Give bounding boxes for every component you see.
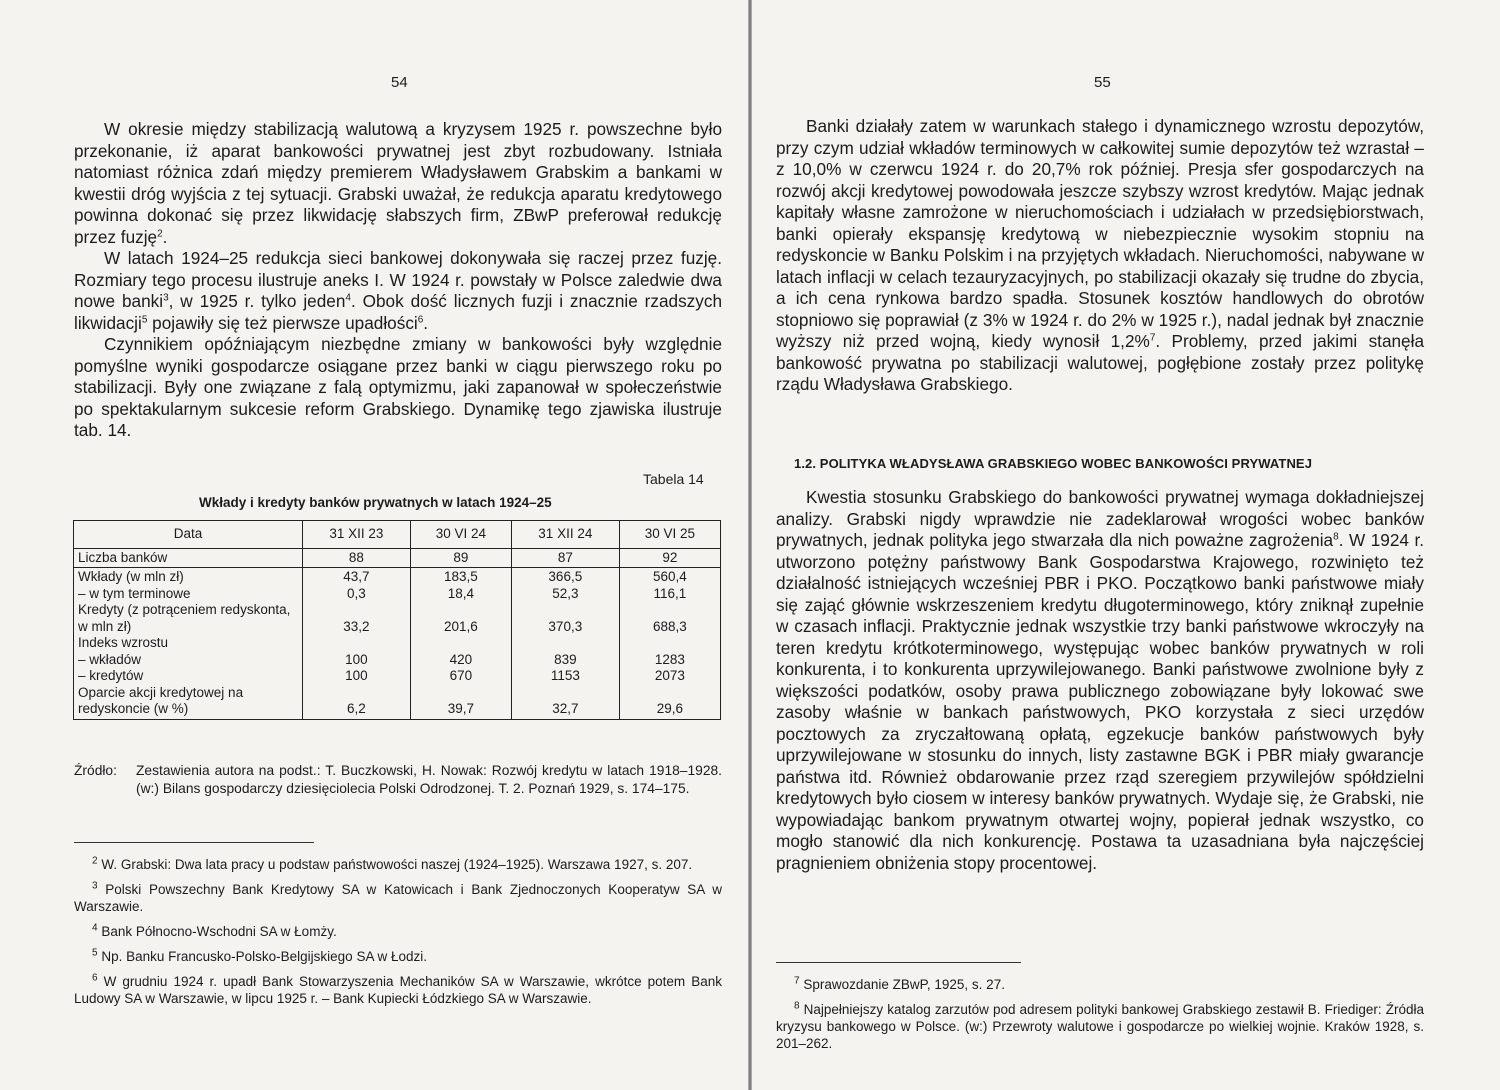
left-page [0, 0, 748, 1090]
table-label: Tabela 14 [643, 471, 704, 487]
table-header: Data [74, 521, 303, 549]
table-cell: 560,4 116,1 688,3 1283 2073 29,6 [619, 568, 720, 720]
table-title: Wkłady i kredyty banków prywatnych w latach 1924–25 [199, 495, 552, 510]
table-cell: 87 [511, 548, 619, 568]
paragraph: W okresie między stabilizacją walutową a kryzysem 1925 r. powszechne było przekonanie, iż aparat bankowości prywatnej jest zbyt rozbudowany. Istniała natomiast różnica zdań między premierem Władysławem Grabskim a bankami w kwestii dróg wyjścia z tej sytuacji. Grabski uważał, że redukcja aparatu kredytowego powinna dokonać się przez likwidację słabszych firm, ZBwP preferował redukcję przez fuzję$^2$. [74, 119, 722, 247]
right-page [752, 0, 1500, 1090]
table-cell: 92 [619, 548, 720, 568]
body-text [776, 116, 1424, 396]
footnote: $^2$ W. Grabski: Dwa lata pracy u podstaw państwowości naszej (1924–1925). Warszawa 1927, s. 207. [92, 855, 693, 872]
footnote-rule [74, 842, 314, 843]
paragraph: Kwestia stosunku Grabskiego do bankowości prywatnej wymaga dokładniejszej analizy. Grabski nigdy wprawdzie nie zadeklarował wrogości wobec banków prywatnych, jednak polityka jego stwarzała dla nich poważne zagrożenia$^8$. W 1924 r. utworzono potężny państwowy Bank Gospodarstwa Krajowego, rozwinięto też działalność istniejących wcześniej PBR i PKO. Początkowo banki państwowe miały się zająć głównie wskrzeszeniem kredytu długoterminowego, który zniknął zupełnie w czasach inflacji. Praktycznie jednak wszystkie trzy banki państwowe wkroczyły na teren kredytu krótkoterminowego, występując wobec banków prywatnych w roli konkurenta, i to konkurenta uprzywilejowanego. Banki państwowe zwolnione były z większości podatków, osoby prawa publicznego zobowiązane były lokować swe zasoby właśnie w bankach państwowych, PKO korzystała z sieci urzędów pocztowych za zryczałtowaną opłatą, egzekucje banków państwowych były uprzywilejowane w stosunku do innych, listy zastawne BGK i PBR miały gwarancje państwa itd. Również obdarowanie przez rząd szeregiem przywilejów spółdzielni kredytowych było ciosem w interesy banków prywatnych. Wydaje się, że Grabski, nie wypowiadając bankom prywatnym otwartej wojny, popierał jednak wszystko, co mogło stanowić dla nich konkurencję. Postawa ta uzasadniana była najczęściej pragnieniem obniżenia stopy procentowej. [776, 487, 1424, 873]
source-text: Zestawienia autora na podst.: T. Buczkowski, H. Nowak: Rozwój kredytu w latach 1918–1928. (w:) Bilans gospodarczy dziesięciolecia Polski Odrodzonej. T. 2. Poznań 1929, s. 174–175. [136, 763, 722, 796]
paragraph: Banki działały zatem w warunkach stałego i dynamicznego wzrostu depozytów, przy czym udział wkładów terminowych w całkowitej sumie depozytów też wzrastał – z 10,0% w czerwcu 1924 r. do 20,7% rok później. Presja sfer gospodarczych na rozwój akcji kredytowej powodowała jeszcze szybszy wzrost kredytów. Mając jednak kapitały własne zamrożone w nieruchomościach i udziałach w przedsiębiorstwach, banki opierały ekspansję kredytową w niebezpiecznie wysokim stopniu na redyskoncie w Banku Polskim i na przyjętych wkładach. Nieruchomości, nabywane w latach inflacji w celach tezauryzacyjnych, po stabilizacji okazały się trudne do zbycia, a ich cena rynkowa bardzo spadła. Stosunek kosztów handlowych do obrotów stopniowo się poprawiał (z 3% w 1924 r. do 2% w 1925 r.), nadal jednak był znacznie wyższy niż przed wojną, kiedy wynosił 1,2%$^7$. Problemy, przed jakimi stanęła bankowość prywatna po stabilizacji walutowej, pogłębione zostały przez politykę rządu Władysława Grabskiego. [776, 116, 1424, 394]
table-header: 30 VI 24 [410, 521, 511, 549]
footnote: $^3$ Polski Powszechny Bank Kredytowy SA w Katowicach i Bank Zjednoczonych Kooperatyw SA w Warszawie. [74, 880, 722, 914]
table-header: 31 XII 23 [303, 521, 411, 549]
paragraph: Czynnikiem opóźniającym niezbędne zmiany w bankowości były względnie pomyślne wyniki gospodarcze osiągane przez banki w ciągu pierwszego roku po stabilizacji. Były one związane z falą optymizmu, jaki zapanował w społeczeństwie po spektakularnym sukcesie reform Grabskiego. Dynamikę tego zjawiska ilustruje tab. 14. [74, 334, 722, 440]
row-label: Liczba banków [74, 548, 303, 568]
footnote: $^6$ W grudniu 1924 r. upadł Bank Stowarzyszenia Mechaników SA w Warszawie, wkrótce potem Bank Ludowy SA w Warszawie, w lipcu 1925 r. – Bank Kupiecki Łódzkiego SA w Warszawie. [74, 972, 722, 1006]
table-cell: 43,7 0,3 33,2 100 100 6,2 [303, 568, 411, 720]
table-cell: 183,5 18,4 201,6 420 670 39,7 [410, 568, 511, 720]
data-table [73, 520, 721, 720]
page-number: 55 [1094, 74, 1111, 91]
table-source [74, 762, 722, 797]
body-text [74, 119, 722, 442]
footnote: $^4$ Bank Północno-Wschodni SA w Łomży. [92, 922, 337, 939]
paragraph: W latach 1924–25 redukcja sieci bankowej dokonywała się raczej przez fuzję. Rozmiary tego procesu ilustruje aneks I. W 1924 r. powstały w Polsce zaledwie dwa nowe banki$^3$, w 1925 r. tylko jeden$^4$. Obok dość licznych fuzji i znacznie rzadszych likwidacji$^5$ pojawiły się też pierwsze upadłości$^6$. [74, 248, 723, 333]
section-heading: 1.2. POLITYKA WŁADYSŁAWA GRABSKIEGO WOBEC BANKOWOŚCI PRYWATNEJ [794, 456, 1313, 471]
source-label: Źródło: [74, 763, 117, 778]
body-text [776, 487, 1424, 874]
footnote: $^7$ Sprawozdanie ZBwP, 1925, s. 27. [794, 975, 1005, 992]
footnote: $^5$ Np. Banku Francusko-Polsko-Belgijskiego SA w Łodzi. [92, 947, 427, 964]
table-cell: 89 [410, 548, 511, 568]
row-label: Wkłady (w mln zł) – w tym terminowe Kredyty (z potrąceniem redyskonta, w mln zł) Indeks wzrostu – wkładów – kredytów Oparcie akcji kredytowej na redyskoncie (w %) [74, 568, 303, 720]
footnote: $^8$ Najpełniejszy katalog zarzutów pod adresem polityki bankowej Grabskiego zestawił B. Friediger: Źródła kryzysu bankowego w Polsce. (w:) Przewroty walutowe i gospodarcze po wielkiej wojnie. Kraków 1928, s. 201–262. [776, 1000, 1424, 1051]
page-number: 54 [391, 74, 408, 91]
footnote-rule [776, 962, 1021, 963]
table-cell: 88 [303, 548, 411, 568]
table-row [74, 568, 721, 720]
footnotes [776, 976, 1424, 1060]
table-header: 31 XII 24 [511, 521, 619, 549]
footnotes [74, 856, 722, 1015]
table-cell: 366,5 52,3 370,3 839 1153 32,7 [511, 568, 619, 720]
table-row [74, 548, 721, 568]
table-header-row [74, 521, 721, 549]
table-header: 30 VI 25 [619, 521, 720, 549]
